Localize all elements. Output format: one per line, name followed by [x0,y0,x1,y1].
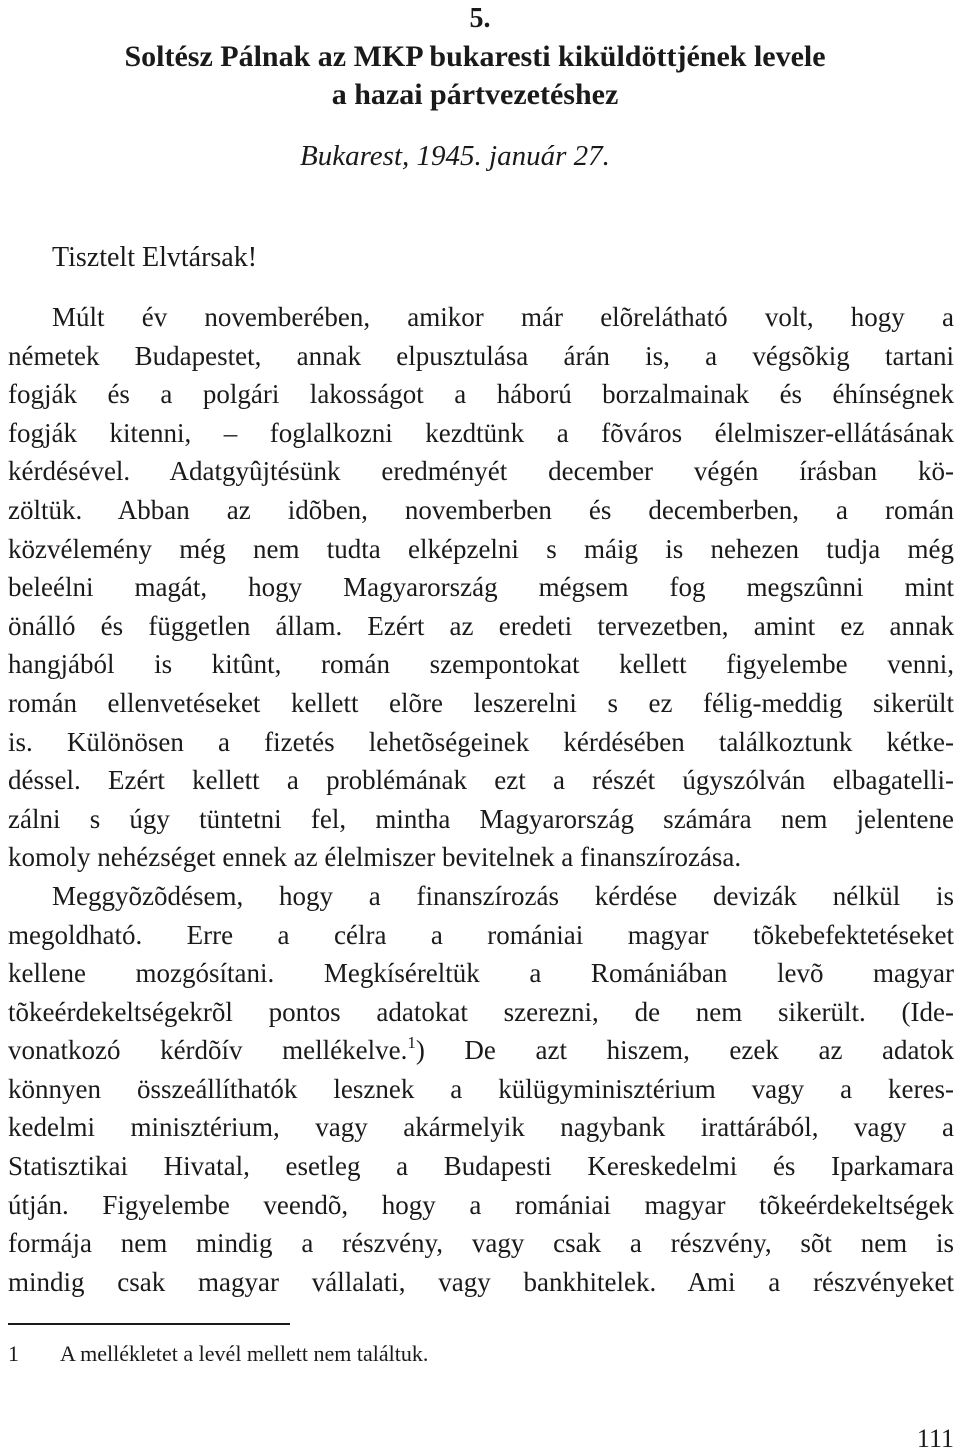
letter-body [8,298,954,1301]
body-line: formája nem mindig a részvény, vagy csak a részvény, sõt nem is [8,1228,954,1259]
body-line: útján. Figyelembe veendõ, hogy a romániai magyar tõkeérdekeltségek [8,1189,954,1220]
body-line: kedelmi minisztérium, vagy akármelyik nagybank irattárából, vagy a [8,1112,954,1143]
footnote-number: 1 [8,1341,19,1366]
body-line: román ellenvetéseket kellett elõre leszerelni s ez félig-meddig sikerült [8,687,954,718]
footnote-divider [8,1323,290,1325]
document-title [0,38,950,114]
body-line: komoly nehézséget ennek az élelmiszer bevitelnek a finanszírozása. [8,842,742,873]
body-line: megoldható. Erre a célra a romániai magyar tõkebefektetéseket [8,919,954,950]
body-line: zöltük. Abban az idõben, novemberben és decemberben, a román [8,494,954,525]
body-line: kellene mozgósítani. Megkíséreltük a Romániában levõ magyar [8,958,954,989]
footnote-text: A mellékletet a levél mellett nem találtuk. [60,1341,429,1366]
document-title-line-1: Soltész Pálnak az MKP bukaresti kiküldöttjének levele [124,40,826,73]
footnote [8,1340,428,1368]
dateline: Bukarest, 1945. január 27. [300,140,610,172]
document-title-line-2: a hazai pártvezetéshez [331,78,619,111]
body-line-with-footnote [8,1031,954,1070]
body-line-part: ) De azt hiszem, ezek az adatok [415,1035,955,1066]
body-line: Statisztikai Hivatal, esetleg a Budapesti Kereskedelmi és Iparkamara [8,1151,954,1182]
body-line: mindig csak magyar vállalati, vagy bankhitelek. Ami a részvényeket [8,1266,954,1297]
footnote-reference: 1 [407,1033,416,1053]
document-number: 5. [469,3,491,34]
salutation: Tisztelt Elvtársak! [52,242,258,273]
body-line: hangjából is kitûnt, román szempontokat kellett figyelembe venni, [8,649,954,680]
body-line: németek Budapestet, annak elpusztulása árán is, a végsõkig tartani [8,340,954,371]
body-line: fogják kitenni, – foglalkozni kezdtünk a fõváros élelmiszer-ellátásának [8,417,954,448]
body-line: kérdésével. Adatgyûjtésünk eredményét december végén írásban kö- [8,456,954,487]
body-line: tõkeérdekeltségekrõl pontos adatokat szerezni, de nem sikerült. (Ide- [8,996,954,1027]
body-line: zálni s úgy tüntetni fel, mintha Magyarország számára nem jelentene [8,803,954,834]
body-line: önálló és független állam. Ezért az eredeti tervezetben, amint ez annak [8,610,954,641]
body-line: beleélni magát, hogy Magyarország mégsem fog megszûnni mint [8,572,954,603]
page-number: 111 [916,1424,954,1453]
body-line: Múlt év novemberében, amikor már elõrelátható volt, hogy a [52,302,954,332]
body-line: közvélemény még nem tudta elképzelni s máig is nehezen tudja még [8,533,954,564]
body-line: fogják és a polgári lakosságot a háború borzalmainak és éhínségnek [8,379,954,410]
body-line: Meggyõzõdésem, hogy a finanszírozás kérdése devizák nélkül is [52,880,954,911]
body-line: is. Különösen a fizetés lehetõségeinek kérdésében találkoztunk kétke- [8,726,954,757]
body-line: könnyen összeállíthatók lesznek a külügyminisztérium vagy a keres- [8,1073,954,1104]
body-line-part: vonatkozó kérdõív mellékelve. [8,1035,408,1066]
body-line: déssel. Ezért kellett a problémának ezt a részét úgyszólván elbagatelli- [8,765,954,796]
